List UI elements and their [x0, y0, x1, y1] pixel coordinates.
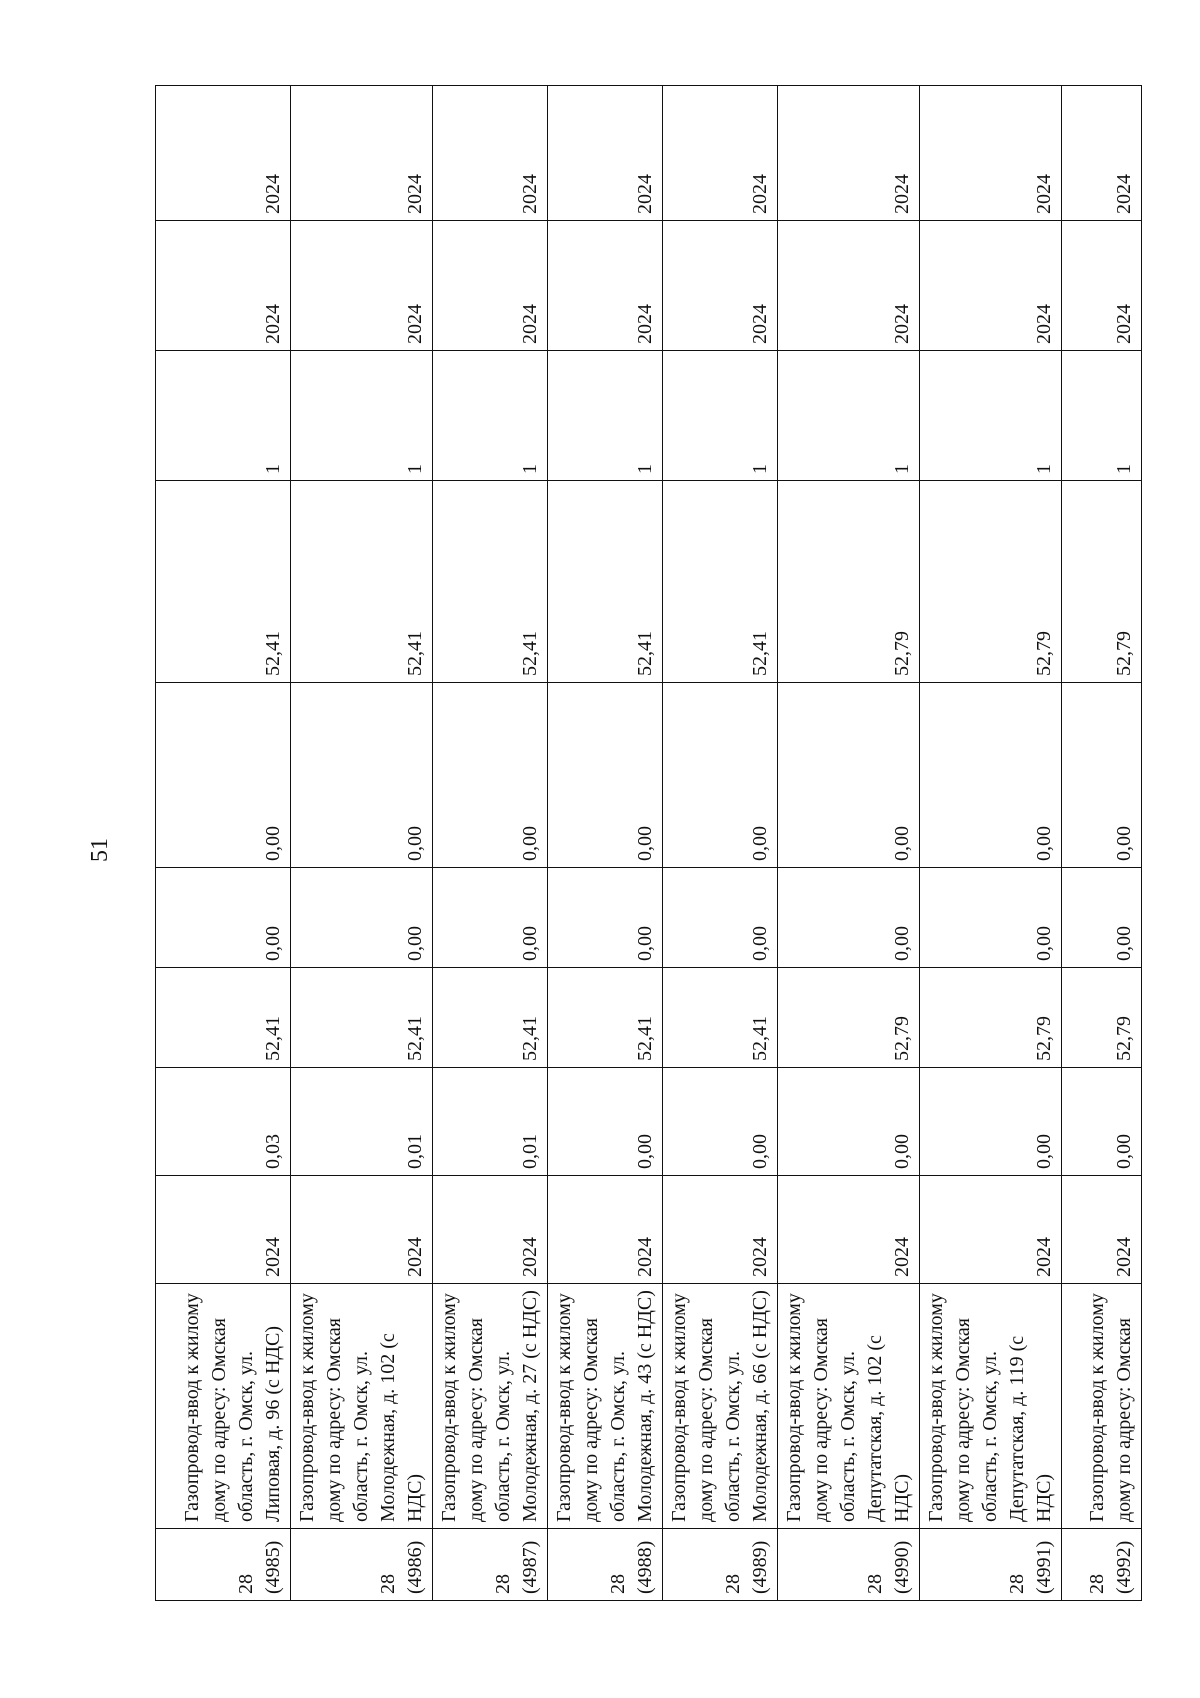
object-name-cell: Газопровод-ввод к жилому дому по адресу: Омская область, г. Омск, ул. Молодежная, д. 27 (с НДС) [433, 1284, 548, 1529]
year-2-cell: 2024 [548, 86, 663, 221]
value-5-cell: 52,79 [1062, 481, 1142, 683]
row-id-cell: 28 (4988) [548, 1529, 663, 1601]
rotated-table-frame [155, 86, 1135, 1601]
year-2-cell: 2024 [156, 86, 291, 221]
value-2-cell: 52,41 [156, 968, 291, 1068]
start-year-cell: 2024 [920, 1176, 1062, 1284]
start-year-cell: 2024 [663, 1176, 778, 1284]
value-3-cell: 0,00 [548, 868, 663, 968]
value-3-cell: 0,00 [663, 868, 778, 968]
row-id-cell: 28 (4986) [291, 1529, 433, 1601]
table-row [291, 86, 433, 1601]
value-1-cell: 0,00 [1062, 1068, 1142, 1176]
row-id-cell: 28 (4985) [156, 1529, 291, 1601]
table-row [778, 86, 920, 1601]
value-5-cell: 52,79 [778, 481, 920, 683]
value-3-cell: 0,00 [1062, 868, 1142, 968]
start-year-cell: 2024 [291, 1176, 433, 1284]
value-4-cell: 0,00 [663, 683, 778, 868]
value-3-cell: 0,00 [433, 868, 548, 968]
value-1-cell: 0,00 [920, 1068, 1062, 1176]
value-5-cell: 52,41 [156, 481, 291, 683]
year-2-cell: 2024 [433, 86, 548, 221]
row-id-cell: 28 (4987) [433, 1529, 548, 1601]
page-number: 51 [87, 838, 113, 862]
year-1-cell: 2024 [663, 221, 778, 351]
year-2-cell: 2024 [291, 86, 433, 221]
value-1-cell: 0,01 [291, 1068, 433, 1176]
object-name-cell: Газопровод-ввод к жилому дому по адресу: Омская область, г. Омск, ул. Депутатская, д. 119 (с НДС) [920, 1284, 1062, 1529]
start-year-cell: 2024 [156, 1176, 291, 1284]
row-id-cell: 28 (4990) [778, 1529, 920, 1601]
table-body [156, 86, 1142, 1601]
value-4-cell: 0,00 [433, 683, 548, 868]
table-row [663, 86, 778, 1601]
value-1-cell: 0,00 [778, 1068, 920, 1176]
object-name-cell: Газопровод-ввод к жилому дому по адресу: Омская область, г. Омск, ул. Депутатская, д. 102 (с НДС) [778, 1284, 920, 1529]
year-1-cell: 2024 [156, 221, 291, 351]
quantity-cell: 1 [156, 351, 291, 481]
object-name-cell: Газопровод-ввод к жилому дому по адресу: Омская область, г. Омск, ул. Молодежная, д. 66 (с НДС) [663, 1284, 778, 1529]
quantity-cell: 1 [291, 351, 433, 481]
year-1-cell: 2024 [548, 221, 663, 351]
object-name-cell: Газопровод-ввод к жилому дому по адресу: Омская область, г. Омск, ул. Молодежная, д. 102 (с НДС) [291, 1284, 433, 1529]
value-1-cell: 0,03 [156, 1068, 291, 1176]
quantity-cell: 1 [433, 351, 548, 481]
row-id-cell: 28 (4989) [663, 1529, 778, 1601]
value-2-cell: 52,79 [920, 968, 1062, 1068]
year-1-cell: 2024 [920, 221, 1062, 351]
value-1-cell: 0,00 [548, 1068, 663, 1176]
value-2-cell: 52,41 [548, 968, 663, 1068]
year-2-cell: 2024 [663, 86, 778, 221]
value-4-cell: 0,00 [291, 683, 433, 868]
table-container [155, 86, 1135, 1601]
year-2-cell: 2024 [778, 86, 920, 221]
value-4-cell: 0,00 [548, 683, 663, 868]
table-row [1062, 86, 1142, 1601]
value-2-cell: 52,79 [778, 968, 920, 1068]
value-2-cell: 52,41 [663, 968, 778, 1068]
value-5-cell: 52,41 [291, 481, 433, 683]
start-year-cell: 2024 [1062, 1176, 1142, 1284]
year-1-cell: 2024 [1062, 221, 1142, 351]
year-2-cell: 2024 [920, 86, 1062, 221]
year-1-cell: 2024 [433, 221, 548, 351]
row-id-cell: 28 (4992) [1062, 1529, 1142, 1601]
value-3-cell: 0,00 [920, 868, 1062, 968]
value-4-cell: 0,00 [1062, 683, 1142, 868]
value-4-cell: 0,00 [778, 683, 920, 868]
value-3-cell: 0,00 [291, 868, 433, 968]
value-3-cell: 0,00 [778, 868, 920, 968]
quantity-cell: 1 [548, 351, 663, 481]
start-year-cell: 2024 [548, 1176, 663, 1284]
start-year-cell: 2024 [433, 1176, 548, 1284]
object-name-cell: Газопровод-ввод к жилому дому по адресу: Омская область, г. Омск, ул. Молодежная, д. 43 (с НДС) [548, 1284, 663, 1529]
object-name-cell: Газопровод-ввод к жилому дому по адресу: Омская [1062, 1284, 1142, 1529]
quantity-cell: 1 [663, 351, 778, 481]
value-1-cell: 0,00 [663, 1068, 778, 1176]
year-1-cell: 2024 [778, 221, 920, 351]
table-row [156, 86, 291, 1601]
value-3-cell: 0,00 [156, 868, 291, 968]
value-4-cell: 0,00 [156, 683, 291, 868]
value-5-cell: 52,41 [548, 481, 663, 683]
row-id-cell: 28 (4991) [920, 1529, 1062, 1601]
quantity-cell: 1 [778, 351, 920, 481]
start-year-cell: 2024 [778, 1176, 920, 1284]
table-row [548, 86, 663, 1601]
data-table [155, 85, 1142, 1601]
value-5-cell: 52,41 [433, 481, 548, 683]
year-2-cell: 2024 [1062, 86, 1142, 221]
value-2-cell: 52,79 [1062, 968, 1142, 1068]
year-1-cell: 2024 [291, 221, 433, 351]
table-row [920, 86, 1062, 1601]
value-5-cell: 52,79 [920, 481, 1062, 683]
value-2-cell: 52,41 [291, 968, 433, 1068]
value-4-cell: 0,00 [920, 683, 1062, 868]
object-name-cell: Газопровод-ввод к жилому дому по адресу: Омская область, г. Омск, ул. Липовая, д. 96 (с НДС) [156, 1284, 291, 1529]
value-1-cell: 0,01 [433, 1068, 548, 1176]
table-row [433, 86, 548, 1601]
value-5-cell: 52,41 [663, 481, 778, 683]
quantity-cell: 1 [920, 351, 1062, 481]
quantity-cell: 1 [1062, 351, 1142, 481]
value-2-cell: 52,41 [433, 968, 548, 1068]
